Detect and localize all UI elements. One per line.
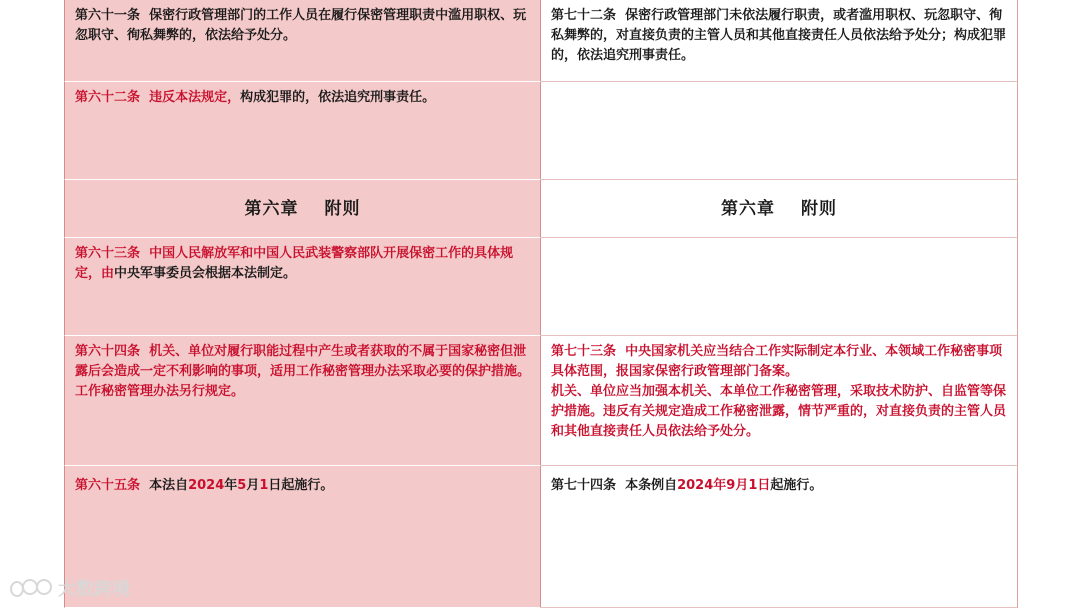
left-article-61 bbox=[64, 0, 541, 82]
chapter-name: 附则 bbox=[324, 198, 361, 219]
article-text: 保密行政管理部门的工作人员在履行保密管理职责中滥用职权、玩忽职守、徇私舞弊的，依法给予处分。 bbox=[75, 8, 527, 43]
article-text: 保密行政管理部门未依法履行职责，或者滥用职权、玩忽职守、徇私舞弊的，对直接负责的主管人员和其他直接责任人员依法给予处分；构成犯罪的，依法追究刑事责任。 bbox=[551, 8, 1007, 63]
article-text-highlight: 中国人民解放军和中国人民武装警察部队开展保密工作的具体规定，由 bbox=[75, 246, 514, 281]
article-number: 第六十一条 bbox=[75, 8, 141, 23]
article-text: 构成犯罪的，依法追究刑事责任。 bbox=[240, 90, 436, 105]
article-number: 第七十三条 bbox=[551, 344, 617, 359]
watermark-logo-icon bbox=[8, 577, 54, 599]
left-article-64 bbox=[64, 336, 541, 466]
article-text: 机关、单位对履行职能过程中产生或者获取的不属于国家秘密但泄露后会造成一定不利影响的事项，适用工作秘密管理办法采取必要的保护措施。工作秘密管理办法另行规定。 bbox=[75, 344, 531, 399]
article-text: 本法自 bbox=[149, 478, 189, 493]
left-article-65 bbox=[64, 466, 541, 608]
effective-month: 5 bbox=[237, 478, 247, 493]
chapter-title: 第六章 bbox=[244, 198, 299, 219]
article-number: 第七十二条 bbox=[551, 8, 617, 23]
article-number: 第六十三条 bbox=[75, 246, 141, 261]
article-text-end: 起施行。 bbox=[770, 478, 823, 493]
right-empty-row-4 bbox=[541, 238, 1018, 336]
right-article-72 bbox=[541, 0, 1018, 82]
watermark bbox=[8, 574, 130, 602]
article-number: 第七十四条 bbox=[551, 478, 617, 493]
right-chapter-heading bbox=[541, 180, 1018, 238]
month-char: 月 bbox=[246, 478, 260, 493]
left-chapter-heading bbox=[64, 180, 541, 238]
article-text-highlight: 违反本法规定， bbox=[149, 90, 241, 105]
right-article-74 bbox=[541, 466, 1018, 608]
chapter-title: 第六章 bbox=[721, 198, 775, 219]
comparison-table bbox=[64, 0, 1018, 608]
article-text-para2: 机关、单位应当加强本机关、本单位工作秘密管理，采取技术防护、自监管等保护措施。违反有关规定造成工作秘密泄露，情节严重的，对直接负责的主管人员和其他直接责任人员依法给予处分。 bbox=[551, 384, 1007, 439]
right-article-73 bbox=[541, 336, 1018, 466]
effective-date: 2024年9月1日 bbox=[677, 478, 771, 493]
article-number: 第六十四条 bbox=[75, 344, 141, 359]
right-empty-row-2 bbox=[541, 82, 1018, 180]
article-text-end: 日起施行。 bbox=[268, 478, 334, 493]
article-number: 第六十二条 bbox=[75, 90, 141, 105]
effective-day: 1 bbox=[259, 478, 269, 493]
article-text: 中央国家机关应当结合工作实际制定本行业、本领域工作秘密事项具体范围，报国家保密行政管理部门备案。 bbox=[551, 344, 1003, 379]
article-text: 本条例自 bbox=[625, 478, 678, 493]
article-text: 中央军事委员会根据本法制定。 bbox=[114, 266, 297, 281]
left-article-63 bbox=[64, 238, 541, 336]
effective-year: 2024 bbox=[188, 478, 225, 493]
left-article-62 bbox=[64, 82, 541, 180]
watermark-text: 大数跨境 bbox=[58, 579, 130, 600]
chapter-name: 附则 bbox=[801, 198, 837, 219]
article-number: 第六十五条 bbox=[75, 478, 141, 493]
year-char: 年 bbox=[224, 478, 238, 493]
